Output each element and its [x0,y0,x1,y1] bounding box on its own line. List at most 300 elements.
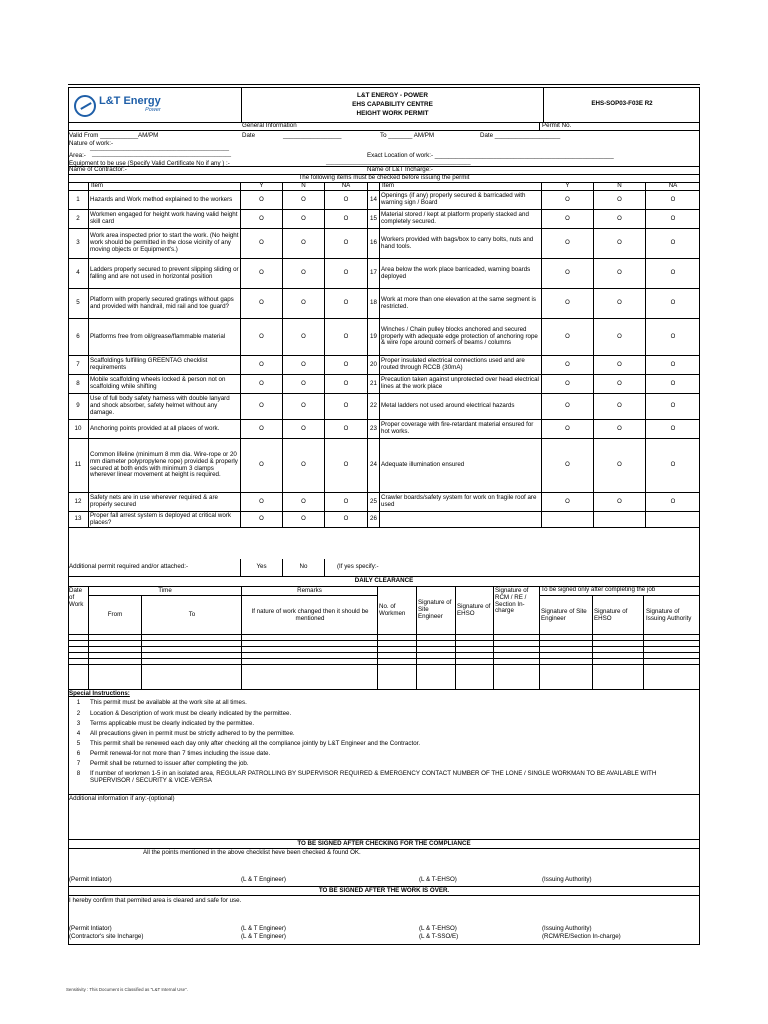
option-no[interactable] [594,375,646,393]
option-yes[interactable] [542,210,594,228]
option-no[interactable] [594,493,646,511]
option-na[interactable] [646,439,700,492]
daily-entry-cell[interactable] [242,647,378,652]
option-no-text[interactable]: O [301,462,306,469]
option-no[interactable] [283,319,325,355]
daily-entry-cell[interactable] [644,641,700,646]
option-yes-text[interactable]: O [259,270,264,277]
option-no-text[interactable]: O [617,498,622,505]
lt-engineer-sign[interactable]: (L & T Engineer) [241,876,286,883]
item-number [68,289,89,318]
option-no-text[interactable]: O [617,215,622,222]
option-yes-text[interactable]: O [565,425,570,432]
option-yes[interactable] [241,289,283,318]
option-no-text[interactable]: O [617,425,622,432]
item-number [368,210,380,228]
work-over-sign-block [68,896,700,945]
option-na-text[interactable]: O [670,215,676,222]
option-no[interactable] [594,356,646,374]
option-no-text[interactable]: O [301,300,306,307]
option-no[interactable] [283,439,325,492]
issuing-authority-sign[interactable]: (Issuing Authority) [542,876,592,883]
item-number [368,512,380,527]
daily-entry-cell[interactable] [68,653,89,658]
option-na[interactable] [646,512,700,527]
item-number-text: 10 [74,424,82,432]
permit-initiator-sign-2[interactable]: (Permit Intiator) [69,925,112,932]
daily-entry-cell[interactable] [593,641,644,646]
item-number-text: 2 [76,214,80,222]
daily-entry-cell[interactable] [242,653,378,658]
option-no-text[interactable]: O [301,425,306,432]
option-no-text[interactable]: O [301,380,306,387]
option-yes[interactable] [542,356,594,374]
lt-ehso-sign-2[interactable]: (L & T-EHSO) [419,925,457,932]
option-yes[interactable] [542,394,594,419]
daily-entry-cell[interactable] [68,659,89,664]
option-no-text[interactable]: O [301,240,306,247]
daily-entry-cell[interactable] [644,653,700,658]
option-yes-text[interactable]: O [565,300,570,307]
option-yes-text[interactable]: O [565,361,570,368]
option-yes-text[interactable]: O [259,498,264,505]
option-yes-text[interactable]: O [565,498,570,505]
date-label: Date [242,132,256,139]
item-number-text: 14 [370,195,377,203]
daily-entry-cell[interactable] [494,647,540,652]
option-na-text[interactable]: O [670,498,676,505]
additional-permit-row [68,559,700,577]
daily-entry-cell[interactable] [540,665,593,689]
option-no[interactable] [283,191,325,209]
option-yes-text[interactable]: O [259,380,264,387]
validity-block [68,131,700,167]
daily-entry-cell[interactable] [89,665,142,689]
daily-entry-cell[interactable] [417,653,456,658]
daily-entry-cell[interactable] [494,641,540,646]
option-na-text[interactable]: O [343,498,349,505]
item-text-text: Platforms free from oil/grease/flammable material [90,332,226,340]
daily-entry-cell[interactable] [142,641,242,646]
nature-of-work-field[interactable]: __________________________________________________ [90,146,230,152]
option-no[interactable] [283,289,325,318]
option-na[interactable] [646,289,700,318]
option-no-text[interactable]: O [301,498,306,505]
option-yes[interactable] [241,210,283,228]
option-no-text[interactable]: O [617,240,622,247]
option-yes[interactable] [542,493,594,511]
option-na-text[interactable]: O [670,270,676,277]
option-yes-text[interactable]: O [259,215,264,222]
instructions-title: Special Instructions: [69,690,130,697]
daily-entry-cell[interactable] [417,641,456,646]
daily-entry-cell[interactable] [378,659,417,664]
daily-entry-cell[interactable] [68,635,89,640]
option-yes[interactable] [241,439,283,492]
area-field[interactable]: __________________________________________________ [92,152,232,158]
daily-entry-cell[interactable] [593,659,644,664]
option-na[interactable] [325,493,368,511]
work-over-title-row [68,887,700,896]
item-number [368,356,380,374]
option-no[interactable] [594,191,646,209]
general-info-label-cell [68,123,540,130]
daily-entry-cell[interactable] [494,665,540,689]
option-yes[interactable] [241,493,283,511]
option-na[interactable] [325,356,368,374]
option-yes[interactable] [542,259,594,288]
option-yes-text[interactable]: O [565,215,570,222]
option-no-text[interactable]: O [301,403,306,410]
lt-engineer-sign-2[interactable]: (L & T Engineer) [241,925,286,932]
option-yes[interactable] [542,512,594,527]
option-yes[interactable] [542,289,594,318]
option-na[interactable] [646,319,700,355]
option-na[interactable] [325,439,368,492]
if-yes-cell[interactable] [325,559,700,576]
item-text-text: Work at more than one elevation at the same segment is restricted. [381,295,536,310]
sig-site-header: Signature of Site Engineer [417,587,456,634]
item-number-text: 9 [76,402,80,410]
daily-entry-cell[interactable] [89,653,142,658]
item-number-text: 22 [370,402,377,410]
option-na-text[interactable]: O [343,333,349,340]
option-yes[interactable] [241,394,283,419]
option-no-text[interactable]: O [617,462,622,469]
valid-from-field[interactable]: Valid From ___________AM/PM [69,132,159,139]
option-na[interactable] [646,375,700,393]
lt-ehso-sign[interactable]: (L & T-EHSO) [419,876,457,883]
height-work-permit-form [68,87,700,945]
daily-entry-cell[interactable] [142,635,242,640]
issuing-authority-sign-2[interactable]: (Issuing Authority) [542,925,592,932]
contractor-incharge-sign[interactable]: (Contractor's site Incharge) [69,933,144,940]
lt-sso-sign[interactable]: (L & T-SSO/E) [419,933,459,940]
item-number [368,493,380,511]
item-text-text: Proper insulated electrical connections used and are routed through RCCB (30mA) [381,357,525,371]
option-na[interactable] [325,319,368,355]
checklist-row [68,375,700,394]
option-no-text[interactable]: O [301,270,306,277]
form-header [68,87,700,123]
option-na[interactable] [325,394,368,419]
option-na[interactable] [325,420,368,438]
option-na-text[interactable]: O [343,462,349,469]
daily-entry-cell[interactable] [68,647,89,652]
daily-entry-cell[interactable] [540,659,593,664]
option-yes-text[interactable]: O [259,240,264,247]
daily-entry-cell[interactable] [378,641,417,646]
option-na-text[interactable]: O [670,380,676,387]
daily-entry-cell[interactable] [242,641,378,646]
option-na-text[interactable]: O [670,240,676,247]
option-yes[interactable] [542,375,594,393]
option-yes[interactable] [241,259,283,288]
daily-entry-cell[interactable] [68,641,89,646]
instruction-number: 2 [76,710,81,717]
checklist-row [68,394,700,420]
checklist-row [68,439,700,493]
option-na-text[interactable]: O [343,196,349,203]
option-yes-text[interactable]: O [259,300,264,307]
item-text-text: Metal ladders not used around electrical hazards [381,402,515,410]
option-yes-text[interactable]: O [259,333,264,340]
daily-entry-cell[interactable] [89,659,142,664]
option-na[interactable] [325,191,368,209]
option-na-text[interactable]: O [343,425,349,432]
daily-entry-cell[interactable] [142,665,242,689]
daily-entry-cell[interactable] [417,647,456,652]
option-yes-text[interactable]: O [259,425,264,432]
incharge-label[interactable]: Name of L&T Incharge:- [367,166,433,173]
document-code: EHS-SOP03-F03E R2 [591,100,653,108]
option-no-text[interactable]: O [617,403,622,410]
option-na-text[interactable]: O [670,361,676,368]
option-no[interactable] [283,210,325,228]
option-yes-text[interactable]: O [565,403,570,410]
option-no[interactable] [594,319,646,355]
daily-entry-cell[interactable] [378,647,417,652]
option-no[interactable] [594,439,646,492]
additional-no-cell[interactable] [283,559,325,576]
daily-entry-cell[interactable] [378,635,417,640]
option-no-text[interactable]: O [617,270,622,277]
daily-entry-cell[interactable] [644,659,700,664]
option-yes[interactable] [241,420,283,438]
option-na-text[interactable]: O [343,240,349,247]
daily-entry-cell[interactable] [644,635,700,640]
contractor-label[interactable]: Name of Contractor:- [69,166,127,173]
daily-entry-cell[interactable] [593,635,644,640]
additional-info-label[interactable]: Additional information if any:-(optional) [69,795,175,802]
item-number [68,420,89,438]
option-no-text[interactable]: O [617,300,622,307]
option-no-text[interactable]: O [301,516,306,523]
option-yes[interactable] [241,319,283,355]
option-yes[interactable] [241,375,283,393]
option-yes-text[interactable]: O [565,240,570,247]
option-yes-text[interactable]: O [259,361,264,368]
daily-entry-cell[interactable] [456,647,494,652]
daily-entry-cell[interactable] [89,647,142,652]
option-no-text[interactable]: O [301,333,306,340]
instruction-text: Terms applicable must be clearly indicated by the permittee. [90,720,255,727]
option-no[interactable] [283,420,325,438]
option-no[interactable] [283,375,325,393]
option-na[interactable] [646,210,700,228]
daily-entry-cell[interactable] [89,635,142,640]
daily-entry-cell[interactable] [417,659,456,664]
daily-entry-cell[interactable] [593,647,644,652]
option-na[interactable] [646,229,700,258]
daily-entry-cell[interactable] [540,635,593,640]
option-na[interactable] [325,259,368,288]
option-no[interactable] [283,493,325,511]
daily-entry-cell[interactable] [417,665,456,689]
option-no-text[interactable]: O [617,333,622,340]
option-yes-text[interactable]: O [259,462,264,469]
permit-initiator-sign[interactable]: (Permit Intiator) [69,876,112,883]
option-na-text[interactable]: O [343,215,349,222]
option-no[interactable] [594,259,646,288]
option-na[interactable] [325,289,368,318]
option-yes-text[interactable]: O [565,333,570,340]
item-number-text: 5 [76,299,80,307]
daily-entry-cell[interactable] [242,635,378,640]
daily-entry-cell[interactable] [494,635,540,640]
hdr-item-left: Item [89,183,241,190]
daily-entry-cell[interactable] [378,653,417,658]
daily-entry-cell[interactable] [242,665,378,689]
lt-energy-logo [74,95,161,117]
item-number [68,439,89,492]
daily-entry-cell[interactable] [456,665,494,689]
option-yes-text[interactable]: O [259,516,264,523]
option-no[interactable] [594,289,646,318]
daily-entry-cell[interactable] [142,659,242,664]
option-yes[interactable] [241,229,283,258]
additional-yes-cell[interactable] [241,559,283,576]
item-text-text: Safety nets are in use wherever required & are properly secured [90,494,218,508]
option-yes[interactable] [542,229,594,258]
option-no-text[interactable]: O [301,361,306,368]
option-na[interactable] [646,394,700,419]
daily-entry-cell[interactable] [142,653,242,658]
daily-entry-cell[interactable] [89,641,142,646]
option-yes[interactable] [542,439,594,492]
daily-entry-cell[interactable] [540,653,593,658]
option-na[interactable] [325,229,368,258]
daily-clearance-title: DAILY CLEARANCE [354,577,414,585]
option-no[interactable] [283,394,325,419]
option-no[interactable] [283,229,325,258]
item-number-text: 24 [370,461,377,469]
option-na-text[interactable]: O [670,333,676,340]
option-na[interactable] [325,210,368,228]
option-yes-text[interactable]: O [565,462,570,469]
option-na-text[interactable]: O [670,462,676,469]
option-no-text[interactable]: O [301,196,306,203]
daily-entry-cell[interactable] [593,653,644,658]
option-na[interactable] [646,356,700,374]
hdr-y-left: Y [241,183,283,190]
item-text [380,493,542,511]
hdr-y-right: Y [542,183,594,190]
option-yes[interactable] [542,319,594,355]
to-date-field[interactable]: Date ___________________ [480,132,561,139]
option-na[interactable] [325,375,368,393]
daily-entry-cell[interactable] [456,641,494,646]
option-na-text[interactable]: O [343,380,349,387]
additional-no[interactable]: No [299,563,308,571]
option-no[interactable] [594,210,646,228]
daily-entry-cell[interactable] [456,653,494,658]
option-na-text[interactable]: O [670,425,676,432]
option-na-text[interactable]: O [670,300,676,307]
item-number-text: 8 [76,379,80,387]
daily-entry-cell[interactable] [494,653,540,658]
daily-entry-cell[interactable] [378,665,417,689]
daily-entry-cell[interactable] [540,641,593,646]
sensitivity-footnote: Sensitivity : This Document is Classified as "L&T Internal Use". [66,987,188,992]
option-na[interactable] [646,493,700,511]
option-no[interactable] [283,259,325,288]
option-no[interactable] [594,512,646,527]
daily-entry-cell[interactable] [593,665,644,689]
option-na-text[interactable]: O [343,516,349,523]
option-no[interactable] [283,356,325,374]
option-no[interactable] [594,394,646,419]
checklist-row [68,289,700,319]
option-na[interactable] [646,420,700,438]
sig-rcm-header: Signature of RCM / RE / Section In-charge [494,587,540,634]
equipment-field[interactable]: ____________________________________________________ [326,160,471,166]
option-yes[interactable] [241,512,283,527]
lt-engineer-sign-3[interactable]: (L & T Engineer) [241,933,286,940]
option-na[interactable] [646,191,700,209]
option-no[interactable] [594,420,646,438]
daily-entry-cell[interactable] [417,635,456,640]
item-number-text: 6 [76,332,80,340]
item-number [68,356,89,374]
option-yes-text[interactable]: O [565,196,570,203]
daily-entry-cell[interactable] [242,659,378,664]
option-no[interactable] [594,229,646,258]
date-field[interactable]: _________________ [283,132,342,139]
item-number [368,439,380,492]
option-na-text[interactable]: O [343,403,349,410]
option-yes[interactable] [241,356,283,374]
option-no-text[interactable]: O [617,361,622,368]
item-number [68,210,89,228]
daily-entry-cell[interactable] [68,665,89,689]
option-na-text[interactable]: O [670,403,676,410]
option-na[interactable] [646,259,700,288]
additional-yes[interactable]: Yes [256,563,267,571]
daily-entry-cell[interactable] [456,635,494,640]
option-yes-text[interactable]: O [259,403,264,410]
instruction-number: 3 [76,720,81,727]
option-yes[interactable] [542,191,594,209]
daily-entry-cell[interactable] [142,647,242,652]
option-na-text[interactable]: O [670,196,676,203]
option-yes[interactable] [542,420,594,438]
daily-entry-cell[interactable] [494,659,540,664]
option-na[interactable] [325,512,368,527]
exact-location-field[interactable]: Exact Location of work:- ____________________________________________________ [367,152,614,159]
option-yes-text[interactable]: O [259,196,264,203]
option-na-text[interactable]: O [343,300,349,307]
option-no[interactable] [283,512,325,527]
option-no-text[interactable]: O [617,380,622,387]
daily-entry-cell[interactable] [644,647,700,652]
option-yes[interactable] [241,191,283,209]
daily-entry-cell[interactable] [644,665,700,689]
daily-clearance-title-row [68,577,700,587]
option-yes-text[interactable]: O [565,270,570,277]
checklist-row [68,210,700,229]
item-text [89,420,241,438]
option-no-text[interactable]: O [301,215,306,222]
option-no-text[interactable]: O [617,196,622,203]
daily-entry-cell[interactable] [456,659,494,664]
option-na-text[interactable]: O [343,270,349,277]
option-yes-text[interactable]: O [565,380,570,387]
daily-entry-cell[interactable] [540,647,593,652]
to-field[interactable]: To _______ AM/PM [380,132,434,139]
rcm-sign[interactable]: (RCM/RE/Section In-charge) [542,933,621,940]
option-na-text[interactable]: O [343,361,349,368]
